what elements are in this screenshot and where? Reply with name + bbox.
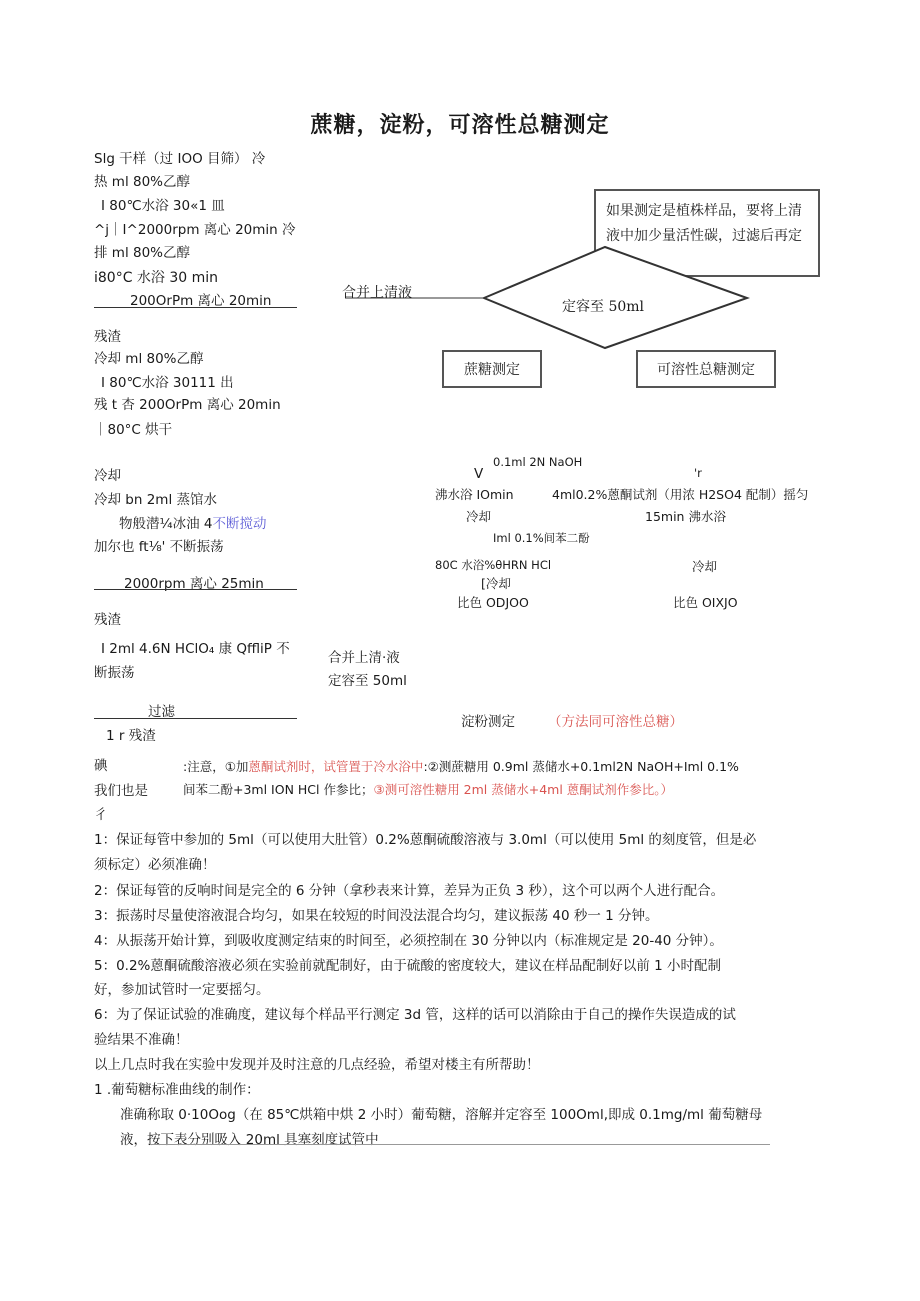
step-line: 热 ml 80%乙醇 [94, 174, 190, 190]
tip-line: 以上几点时我在实验中发现并及时注意的几点经验，希望对楼主有所帮助！ [94, 1057, 540, 1073]
note-text: :注意，①加 [183, 759, 249, 774]
step-line: ｜80°C 烘干 [94, 422, 173, 438]
sucrose-step: Iml 0.1%间苯二酚 [493, 531, 590, 545]
total-sugar-box [636, 350, 776, 388]
sucrose-step: 80C 水浴%θHRN HCl [435, 558, 552, 572]
merge2b-label: 定容至 50ml [328, 673, 407, 689]
note-text: 间苯二酚+3ml ION HCl 作参比； [183, 782, 374, 797]
divider [150, 1144, 770, 1145]
tip-line: 5：0.2%蒽酮硫酸溶液必须在实验前就配制好，由于硫酸的密度较大，建议在样品配制好以前 1 小时配制 [94, 958, 722, 974]
step-line: 冷却 bn 2ml 蒸馆水 [94, 492, 217, 508]
step-line: 1 r 残渣 [106, 728, 156, 744]
step-line: 加尔也 ft⅛' 不断振荡 [94, 539, 224, 555]
note-text-red: ③测可溶性糖用 2ml 蒸储水+4ml 蒽酮试剂作参比。） [373, 782, 674, 797]
total-step: 冷却 [692, 559, 718, 574]
section-heading: 1 .葡萄糖标准曲线的制作： [94, 1082, 260, 1098]
step-line [119, 512, 266, 532]
tip-line: 好，参加试管时一定要摇匀。 [94, 982, 270, 998]
step-line: ^j｜I^2000rpm 离心 20min 冷 [94, 222, 296, 238]
tip-line: 3：振荡时尽量使溶液混合均匀，如果在较短的时间没法混合均匀，建议振荡 40 秒一 1 分钟。 [94, 908, 659, 924]
tip-line: 2：保证每管的反响时间是完全的 6 分钟（拿秒表来计算，差异为正负 3 秒），这个可以两个人进行配合。 [94, 883, 725, 899]
tip-line: 1：保证每管中参加的 5ml（可以使用大肚管）0.2%蒽酮硫酸溶液与 3.0ml（可以使用 5ml 的刻度管，但是必 [94, 832, 757, 848]
step-line: 200OrPm 离心 20min [130, 293, 272, 309]
step-line: 我们也是 [94, 783, 148, 799]
step-line: I 80℃水浴 30«1 皿 [101, 198, 225, 214]
step-line: 过滤 [148, 704, 175, 720]
section-line: 准确称取 0·10Oog（在 85℃烘箱中烘 2 小时）葡萄糖，溶解并定容至 100Oml,即成 0.1mg∕ml 葡萄糖母 [120, 1107, 763, 1123]
section-line: 液，按下表分别吸入 20ml 具塞刻度试管中 [120, 1132, 379, 1148]
sucrose-step: 0.1ml 2N NaOH [493, 455, 583, 469]
step-line: 残渣 [94, 612, 121, 628]
diamond-label: 定容至 50ml [562, 299, 645, 315]
note-line-2 [183, 780, 673, 798]
sucrose-box [442, 350, 542, 388]
step-text: 物般潜¼冰油 4 [119, 516, 213, 532]
note-text: :②测蔗糖用 0.9ml 蒸储水+0.1ml2N NaOH+Iml 0.1% [423, 759, 739, 774]
page-title: 蔗糖，淀粉，可溶性总糖测定 [310, 113, 610, 138]
step-line: 碘 [94, 758, 108, 774]
note-text-red: 蒽酮试剂时，试管置于冷水浴中 [248, 759, 424, 774]
step-line: 残 t 杏 200OrPm 离心 20min [94, 397, 281, 413]
sucrose-step: 沸水浴 IOmin [435, 487, 514, 502]
note-line-1 [183, 757, 739, 775]
total-step: 4ml0.2%蒽酮试剂（用浓 H2SO4 配制）摇匀 [552, 487, 809, 502]
total-step: 比色 OIXJO [673, 595, 738, 610]
step-line: 断振荡 [94, 665, 135, 681]
tip-line: 6：为了保证试验的准确度，建议每个样品平行测定 3d 管，这样的话可以消除由于自己的操作失误造成的试 [94, 1007, 736, 1023]
sucrose-step: 冷却 [466, 509, 492, 524]
total-step: 15min 沸水浴 [645, 509, 726, 524]
sucrose-arrow: V [474, 466, 484, 482]
divider [94, 589, 297, 590]
tip-line: 验结果不准确！ [94, 1032, 189, 1048]
step-line: Slg 干样（过 IOO 目筛） 冷 [94, 151, 266, 167]
sucrose-box-text: 蔗糖测定 [464, 362, 520, 378]
tip-line: 须标定）必须准确！ [94, 857, 216, 873]
tip-line: 4：从振荡开始计算，到吸收度测定结束的时间至，必须控制在 30 分钟以内（标准规定是 20-40 分钟）。 [94, 933, 723, 949]
step-line: 彳 [94, 807, 108, 823]
sucrose-step: 比色 ODJOO [457, 595, 529, 610]
note-box-text: 如果测定是植株样品，要将上清液中加少量活性碳，过滤后再定 [606, 203, 802, 244]
sucrose-step: [冷却 [481, 576, 511, 591]
starch-note: （方法同可溶性总糖） [548, 714, 683, 730]
step-line: 冷却 ml 80%乙醇 [94, 351, 204, 367]
total-sugar-box-text: 可溶性总糖测定 [657, 362, 755, 378]
step-line: 冷却 [94, 468, 121, 484]
step-line: i80°C 水浴 30 min [94, 270, 219, 286]
step-line: 残渣 [94, 329, 121, 345]
divider [94, 718, 297, 719]
starch-label: 淀粉测定 [461, 714, 515, 730]
step-line: 2000rpm 离心 25min [124, 576, 264, 592]
merge-label: 合并上清液 [342, 285, 412, 301]
step-text-purple: 不断搅动 [212, 516, 267, 532]
step-line: I 2ml 4.6N HClO₄ 康 QffliP 不 [101, 641, 290, 657]
total-arrow: 'r [694, 466, 702, 480]
step-line: 排 ml 80%乙醇 [94, 245, 190, 261]
merge2-label: 合并上清·液 [328, 650, 400, 666]
step-line: I 80℃水浴 30111 出 [101, 375, 234, 391]
